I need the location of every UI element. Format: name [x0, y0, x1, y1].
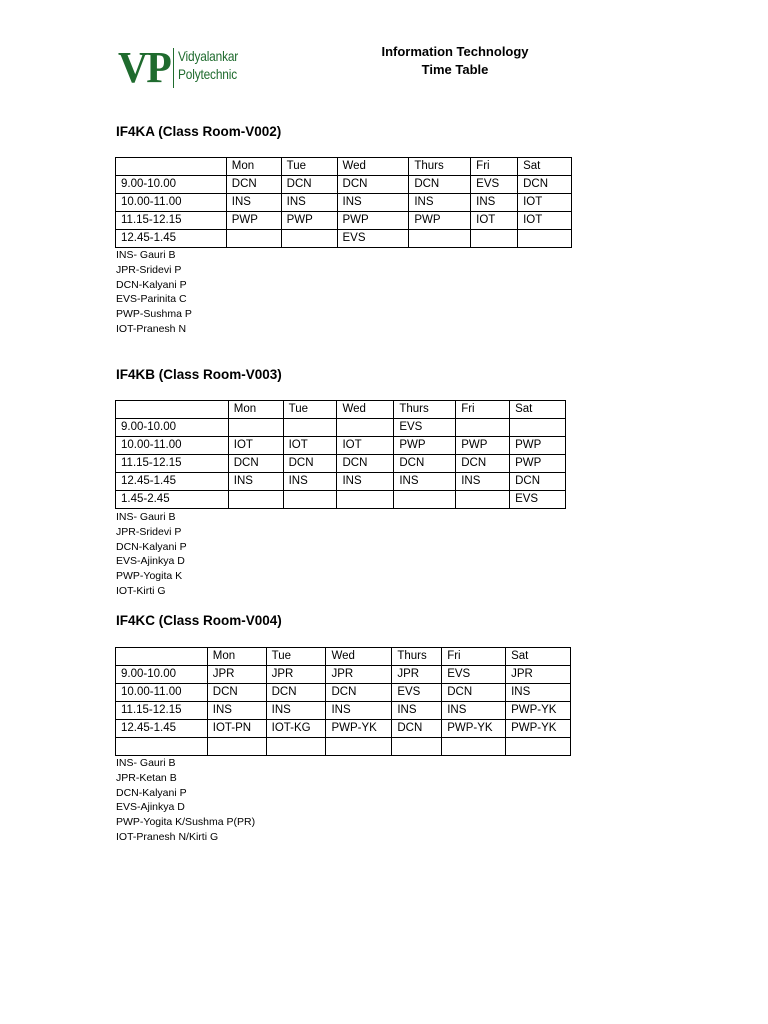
teacher-entry: DCN-Kalyani P — [116, 540, 187, 553]
subject-cell: DCN — [518, 176, 572, 194]
table-row — [116, 230, 572, 248]
subject-cell — [510, 419, 566, 437]
header-cell: Mon — [226, 158, 281, 176]
subject-cell: DCN — [392, 720, 442, 738]
header-cell: Thurs — [394, 401, 456, 419]
table-row — [116, 437, 566, 455]
section-heading: IF4KB (Class Room-V003) — [116, 367, 282, 382]
header-row — [116, 648, 571, 666]
table-row — [116, 473, 566, 491]
table-row — [116, 720, 571, 738]
header-cell — [116, 648, 208, 666]
header-cell: Fri — [442, 648, 506, 666]
subject-cell: IOT — [518, 194, 572, 212]
subject-cell: INS — [226, 194, 281, 212]
subject-cell: DCN — [326, 684, 392, 702]
timetable — [115, 157, 572, 248]
teacher-entry: PWP-Yogita K — [116, 570, 183, 583]
header-cell: Fri — [456, 401, 510, 419]
subject-cell: PWP — [409, 212, 471, 230]
subject-cell: DCN — [409, 176, 471, 194]
subject-cell: DCN — [283, 455, 337, 473]
subject-cell — [442, 738, 506, 756]
timetable — [115, 400, 566, 509]
subject-cell: DCN — [337, 455, 394, 473]
time-slot-cell: 11.15-12.15 — [116, 455, 229, 473]
logo-mark: VP — [118, 43, 170, 92]
teacher-entry: IOT-Pranesh N/Kirti G — [116, 830, 219, 843]
document-title: Information Technology — [381, 44, 529, 59]
subject-cell: IOT — [228, 437, 283, 455]
subject-cell: INS — [326, 702, 392, 720]
header-cell: Sat — [518, 158, 572, 176]
header-cell: Fri — [471, 158, 518, 176]
subject-cell: EVS — [394, 419, 456, 437]
teacher-entry: DCN-Kalyani P — [116, 278, 187, 291]
subject-cell: DCN — [226, 176, 281, 194]
teacher-list — [116, 756, 255, 845]
subject-cell: IOT — [337, 437, 394, 455]
time-slot-cell: 9.00-10.00 — [116, 176, 227, 194]
subject-cell — [281, 230, 337, 248]
time-slot-cell: 10.00-11.00 — [116, 684, 208, 702]
time-slot-cell: 12.45-1.45 — [116, 230, 227, 248]
timetable — [115, 647, 571, 756]
subject-cell: DCN — [442, 684, 506, 702]
subject-cell: DCN — [394, 455, 456, 473]
time-slot-cell: 10.00-11.00 — [116, 194, 227, 212]
header-row — [116, 158, 572, 176]
subject-cell: EVS — [510, 491, 566, 509]
subject-cell: DCN — [456, 455, 510, 473]
time-slot-cell: 9.00-10.00 — [116, 666, 208, 684]
subject-cell: INS — [456, 473, 510, 491]
header-cell: Mon — [228, 401, 283, 419]
subject-cell: DCN — [207, 684, 266, 702]
time-slot-cell: 11.15-12.15 — [116, 212, 227, 230]
college-logo — [118, 44, 248, 92]
subject-cell: INS — [283, 473, 337, 491]
subject-cell: DCN — [228, 455, 283, 473]
subject-cell: IOT-KG — [266, 720, 326, 738]
subject-cell: INS — [409, 194, 471, 212]
logo-divider — [173, 48, 174, 88]
subject-cell — [394, 491, 456, 509]
subject-cell: INS — [442, 702, 506, 720]
subject-cell: PWP — [510, 455, 566, 473]
subject-cell: INS — [337, 473, 394, 491]
table-row — [116, 419, 566, 437]
subject-cell — [518, 230, 572, 248]
subject-cell — [326, 738, 392, 756]
subject-cell: IOT — [471, 212, 518, 230]
subject-cell: INS — [392, 702, 442, 720]
subject-cell — [228, 491, 283, 509]
subject-cell — [207, 738, 266, 756]
subject-cell: PWP-YK — [326, 720, 392, 738]
header-cell: Wed — [326, 648, 392, 666]
subject-cell: PWP-YK — [442, 720, 506, 738]
subject-cell — [337, 491, 394, 509]
subject-cell: INS — [506, 684, 571, 702]
subject-cell: JPR — [266, 666, 326, 684]
teacher-entry: INS- Gauri B — [116, 249, 176, 261]
subject-cell: INS — [394, 473, 456, 491]
subject-cell: PWP — [456, 437, 510, 455]
subject-cell — [228, 419, 283, 437]
subject-cell — [506, 738, 571, 756]
time-slot-cell: 10.00-11.00 — [116, 437, 229, 455]
subject-cell — [337, 419, 394, 437]
header-cell: Tue — [281, 158, 337, 176]
time-slot-cell: 9.00-10.00 — [116, 419, 229, 437]
subject-cell: JPR — [326, 666, 392, 684]
subject-cell: JPR — [506, 666, 571, 684]
teacher-entry: EVS-Ajinkya D — [116, 555, 185, 568]
time-slot-cell: 12.45-1.45 — [116, 473, 229, 491]
teacher-entry: JPR-Sridevi P — [116, 525, 182, 538]
subject-cell: DCN — [337, 176, 409, 194]
section-heading: IF4KC (Class Room-V004) — [116, 613, 282, 628]
header-cell — [116, 158, 227, 176]
subject-cell — [409, 230, 471, 248]
teacher-entry: IOT-Kirti G — [116, 584, 166, 597]
teacher-entry: JPR-Ketan B — [116, 771, 177, 784]
subject-cell: PWP — [226, 212, 281, 230]
table-row — [116, 702, 571, 720]
subject-cell: INS — [281, 194, 337, 212]
subject-cell: DCN — [281, 176, 337, 194]
subject-cell: INS — [207, 702, 266, 720]
table-row — [116, 684, 571, 702]
teacher-entry: INS- Gauri B — [116, 511, 176, 523]
time-slot-cell — [116, 738, 208, 756]
subject-cell: PWP-YK — [506, 702, 571, 720]
subject-cell: JPR — [392, 666, 442, 684]
header-cell — [116, 401, 229, 419]
subject-cell: DCN — [510, 473, 566, 491]
subject-cell: EVS — [337, 230, 409, 248]
teacher-entry: PWP-Yogita K/Sushma P(PR) — [116, 816, 256, 829]
table-row — [116, 212, 572, 230]
teacher-list — [116, 510, 187, 599]
subject-cell: PWP — [394, 437, 456, 455]
teacher-entry: DCN-Kalyani P — [116, 786, 187, 799]
table-row — [116, 455, 566, 473]
teacher-entry: INS- Gauri B — [116, 757, 176, 769]
section-heading: IF4KA (Class Room-V002) — [116, 124, 282, 139]
header-row — [116, 401, 566, 419]
table-row — [116, 738, 571, 756]
subject-cell: IOT — [518, 212, 572, 230]
teacher-entry: EVS-Ajinkya D — [116, 801, 185, 814]
table-row — [116, 666, 571, 684]
header-cell: Mon — [207, 648, 266, 666]
subject-cell — [283, 491, 337, 509]
subject-cell — [266, 738, 326, 756]
subject-cell: INS — [471, 194, 518, 212]
header-cell: Sat — [506, 648, 571, 666]
subject-cell: DCN — [266, 684, 326, 702]
subject-cell — [226, 230, 281, 248]
subject-cell: EVS — [471, 176, 518, 194]
subject-cell: INS — [266, 702, 326, 720]
header-cell: Wed — [337, 401, 394, 419]
header-cell: Thurs — [392, 648, 442, 666]
subject-cell: PWP — [510, 437, 566, 455]
subject-cell — [471, 230, 518, 248]
teacher-list — [116, 248, 192, 337]
subject-cell: EVS — [392, 684, 442, 702]
header-cell: Wed — [337, 158, 409, 176]
subject-cell — [392, 738, 442, 756]
time-slot-cell: 11.15-12.15 — [116, 702, 208, 720]
subject-cell: INS — [337, 194, 409, 212]
table-row — [116, 491, 566, 509]
teacher-entry: EVS-Parinita C — [116, 293, 187, 306]
header-cell: Tue — [266, 648, 326, 666]
subject-cell: PWP — [337, 212, 409, 230]
subject-cell: IOT-PN — [207, 720, 266, 738]
table-row — [116, 176, 572, 194]
subject-cell: INS — [228, 473, 283, 491]
subject-cell: IOT — [283, 437, 337, 455]
header-cell: Thurs — [409, 158, 471, 176]
teacher-entry: PWP-Sushma P — [116, 308, 192, 321]
subject-cell — [456, 419, 510, 437]
table-row — [116, 194, 572, 212]
time-slot-cell: 1.45-2.45 — [116, 491, 229, 509]
subject-cell — [283, 419, 337, 437]
subject-cell — [456, 491, 510, 509]
teacher-entry: IOT-Pranesh N — [116, 322, 187, 335]
teacher-entry: JPR-Sridevi P — [116, 263, 182, 276]
document-subtitle: Time Table — [421, 62, 489, 77]
header-cell: Tue — [283, 401, 337, 419]
subject-cell: PWP-YK — [506, 720, 571, 738]
logo-name-line1: Vidyalankar — [178, 48, 239, 64]
time-slot-cell: 12.45-1.45 — [116, 720, 208, 738]
subject-cell: PWP — [281, 212, 337, 230]
subject-cell: EVS — [442, 666, 506, 684]
header-cell: Sat — [510, 401, 566, 419]
logo-name-line2: Polytechnic — [178, 66, 237, 82]
subject-cell: JPR — [207, 666, 266, 684]
